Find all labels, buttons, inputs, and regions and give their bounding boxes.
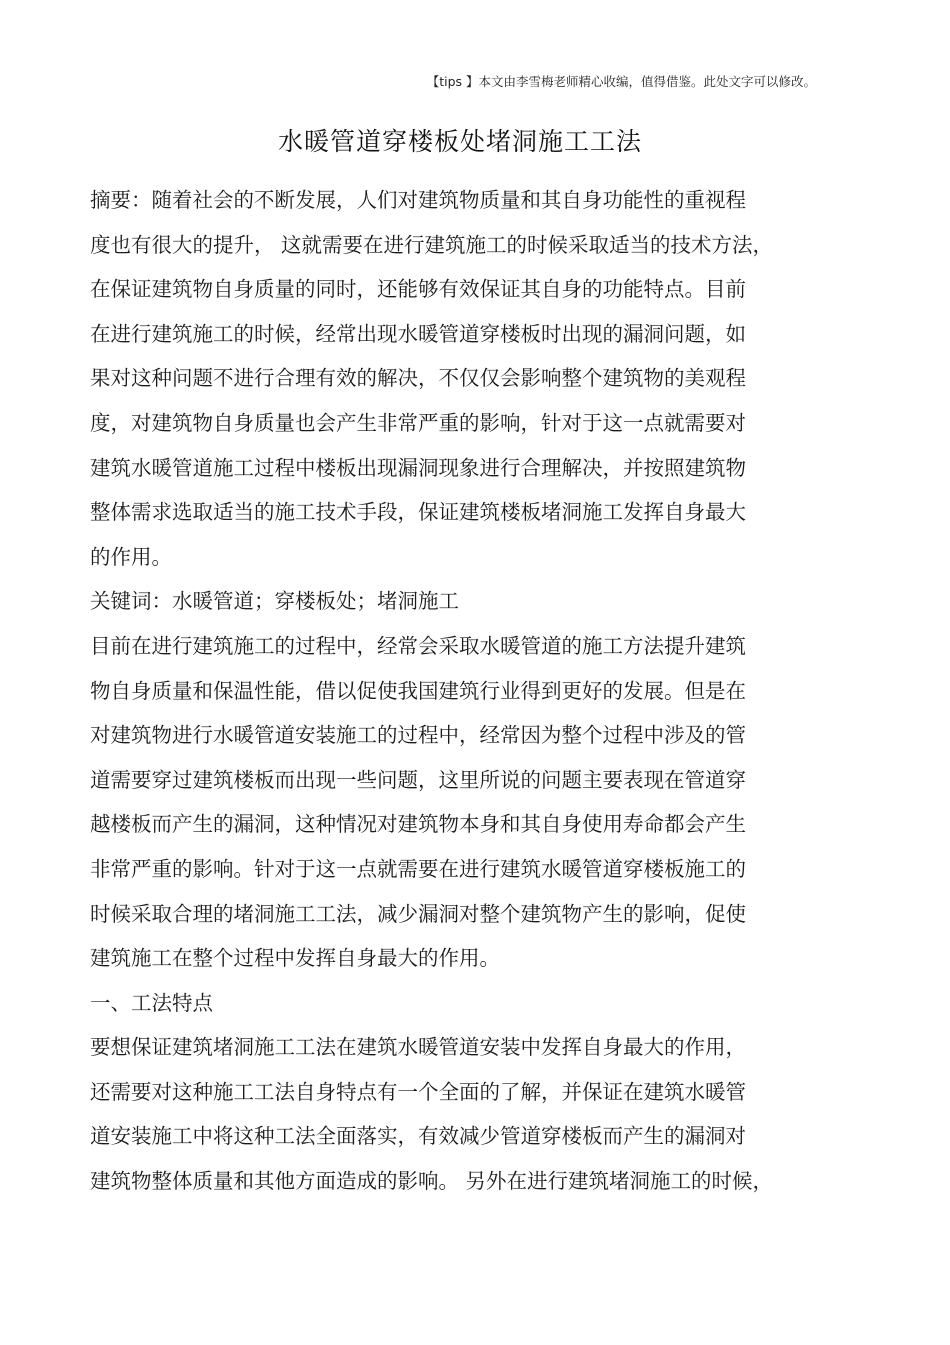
body-line: 对建筑物进行水暖管道安装施工的过程中，经常因为整个过程中涉及的管 xyxy=(90,723,746,748)
body-line: 物自身质量和保温性能，借以促使我国建筑行业得到更好的发展。但是在 xyxy=(90,678,746,703)
body-line: 建筑水暖管道施工过程中楼板出现漏洞现象进行合理解决，并按照建筑物 xyxy=(90,455,746,480)
body-line: 还需要对这种施工工法自身特点有一个全面的了解，并保证在建筑水暖管 xyxy=(90,1079,746,1104)
body-line: 摘要：随着社会的不断发展，人们对建筑物质量和其自身功能性的重视程 xyxy=(90,188,746,212)
body-line: 在进行建筑施工的时候，经常出现水暖管道穿楼板时出现的漏洞问题，如 xyxy=(90,321,746,346)
body-line: 度也有很大的提升， 这就需要在进行建筑施工的时候采取适当的技术方法， xyxy=(90,232,774,257)
document-body xyxy=(90,178,830,1204)
body-line: 的作用。 xyxy=(90,544,172,569)
body-line: 在保证建筑物自身质量的同时，还能够有效保证其自身的功能特点。目前 xyxy=(90,277,746,302)
body-line: 度，对建筑物自身质量也会产生非常严重的影响，针对于这一点就需要对 xyxy=(90,410,746,435)
body-line: 道安装施工中将这种工法全面落实，有效减少管道穿楼板而产生的漏洞对 xyxy=(90,1124,746,1149)
body-line: 要想保证建筑堵洞施工工法在建筑水暖管道安装中发挥自身最大的作用， xyxy=(90,1035,746,1060)
body-line: 越楼板而产生的漏洞，这种情况对建筑物本身和其自身使用寿命都会产生 xyxy=(90,812,746,837)
document-title: 水暖管道穿楼板处堵洞施工工法 xyxy=(277,127,642,156)
body-line: 建筑施工在整个过程中发挥自身最大的作用。 xyxy=(90,946,500,971)
body-line: 非常严重的影响。针对于这一点就需要在进行建筑水暖管道穿楼板施工的 xyxy=(90,856,746,881)
tips-note: 【tips 】本文由李雪梅老师精心收编，值得借鉴。此处文字可以修改。 xyxy=(426,74,816,89)
body-line: 目前在进行建筑施工的过程中，经常会采取水暖管道的施工方法提升建筑 xyxy=(90,633,746,658)
section-heading: 一、工法特点 xyxy=(90,990,213,1015)
body-line: 时候采取合理的堵洞施工工法，减少漏洞对整个建筑物产生的影响，促使 xyxy=(90,901,746,926)
body-line: 道需要穿过建筑楼板而出现一些问题，这里所说的问题主要表现在管道穿 xyxy=(90,767,746,792)
keywords-line: 关键词：水暖管道；穿楼板处；堵洞施工 xyxy=(90,589,459,614)
body-line: 果对这种问题不进行合理有效的解决，不仅仅会影响整个建筑物的美观程 xyxy=(90,366,746,391)
body-line: 整体需求选取适当的施工技术手段，保证建筑楼板堵洞施工发挥自身最大 xyxy=(90,500,746,525)
body-line: 建筑物整体质量和其他方面造成的影响。 另外在进行建筑堵洞施工的时候， xyxy=(90,1169,774,1194)
